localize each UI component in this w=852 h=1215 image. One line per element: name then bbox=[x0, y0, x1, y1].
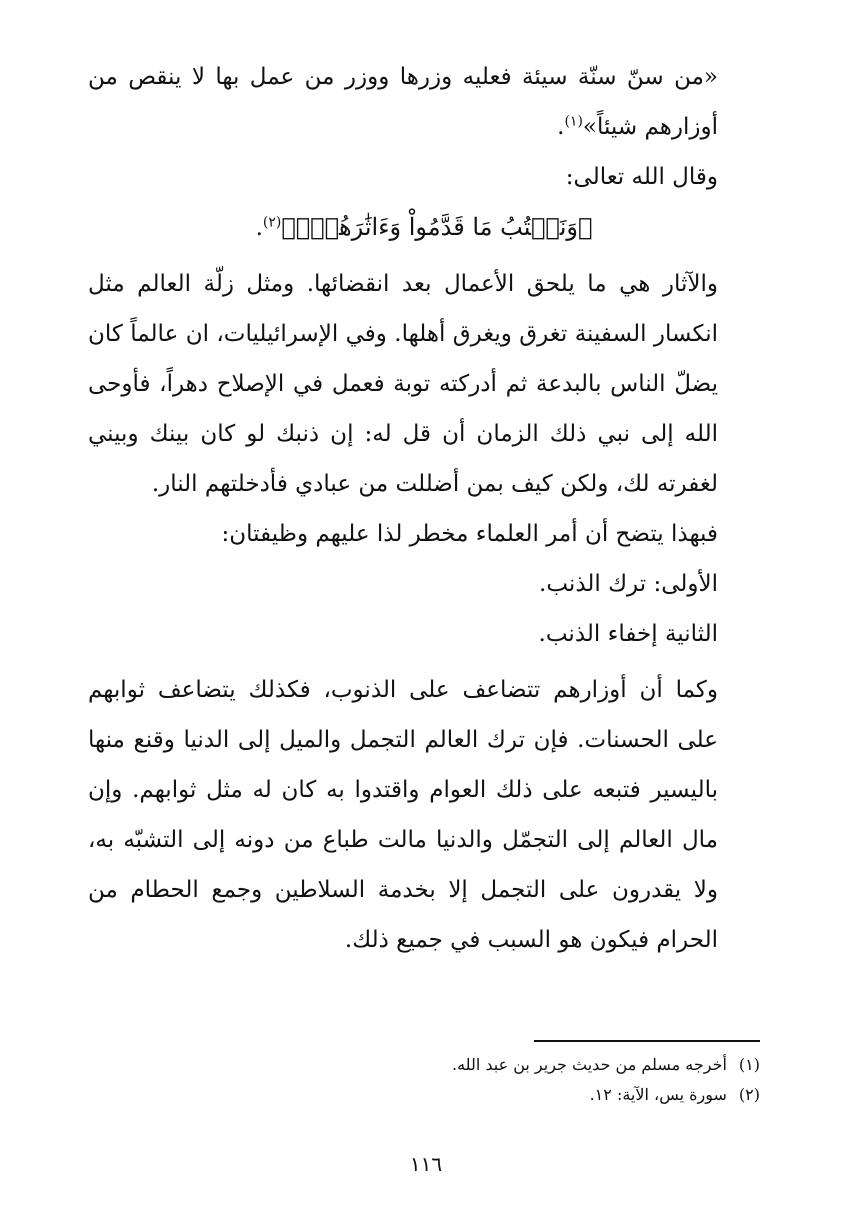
hadith-text: «من سنّ سنّة سيئة فعليه وزرها ووزر من عمل بها لا ينقص من أوزارهم شيئاً» bbox=[88, 64, 718, 140]
footnotes bbox=[240, 1050, 760, 1110]
verse-intro: وقال الله تعالى: bbox=[565, 164, 718, 190]
duty-second: الثانية إخفاء الذنب. bbox=[538, 621, 718, 647]
footnote-2 bbox=[240, 1080, 760, 1110]
footnote-ref-1: (١) bbox=[564, 113, 583, 130]
footnote-divider bbox=[534, 1040, 760, 1042]
paragraph-rewards: وكما أن أوزارهم تتضاعف على الذنوب، فكذلك يتضاعف ثوابهم على الحسنات. فإن ترك العالم التجمل والميل إلى الدنيا وقنع منها باليسير فتبعه على ذلك العوام واقتدوا به كان له مثل ثوابهم. وإن مال العالم إلى التجمّل والدنيا مالت طباع من دونه إلى التشبّه به، ولا يقدرون على التجمل إلا بخدمة السلاطين وجمع الحطام من الحرام فيكون هو السبب في جميع ذلك. bbox=[88, 677, 718, 953]
verse-end: . bbox=[255, 215, 263, 241]
paragraph-duties: فبهذا يتضح أن أمر العلماء مخطر لذا عليهم وظيفتان: bbox=[221, 521, 718, 547]
footnote-number: (١) bbox=[738, 1055, 760, 1074]
hadith-quote bbox=[88, 52, 760, 152]
quran-verse bbox=[88, 202, 760, 253]
footnote-text: أخرجه مسلم من حديث جرير بن عبد الله. bbox=[451, 1055, 727, 1074]
verse-text: ﴿وَنَكۡتُبُ مَا قَدَّمُواْ وَءَاثَٰرَهُمۡۚ﴾ bbox=[281, 213, 593, 241]
footnote-ref-2: (٢) bbox=[262, 214, 282, 231]
footnote-1 bbox=[240, 1050, 760, 1080]
page-number: ١١٦ bbox=[409, 1152, 443, 1176]
footnote-number: (٢) bbox=[738, 1085, 760, 1104]
duty-first: الأولى: ترك الذنب. bbox=[539, 571, 718, 597]
footnote-text: سورة يس، الآية: ١٢. bbox=[589, 1085, 727, 1104]
hadith-end: . bbox=[557, 114, 565, 140]
paragraph-athar: والآثار هي ما يلحق الأعمال بعد انقضائها. ومثل زلّة العالم مثل انكسار السفينة تغرق ويغرق أهلها. وفي الإسرائيليات، ان عالماً كان يضلّ الناس بالبدعة ثم أدركته توبة فعمل في الإصلاح دهراً، فأوحى الله إلى نبي ذلك الزمان أن قل له: إن ذنبك لو كان بينك وبيني لغفرته لك، ولكن كيف بمن أضللت من عبادي فأدخلتهم النار. bbox=[88, 271, 718, 497]
main-text bbox=[88, 52, 760, 965]
